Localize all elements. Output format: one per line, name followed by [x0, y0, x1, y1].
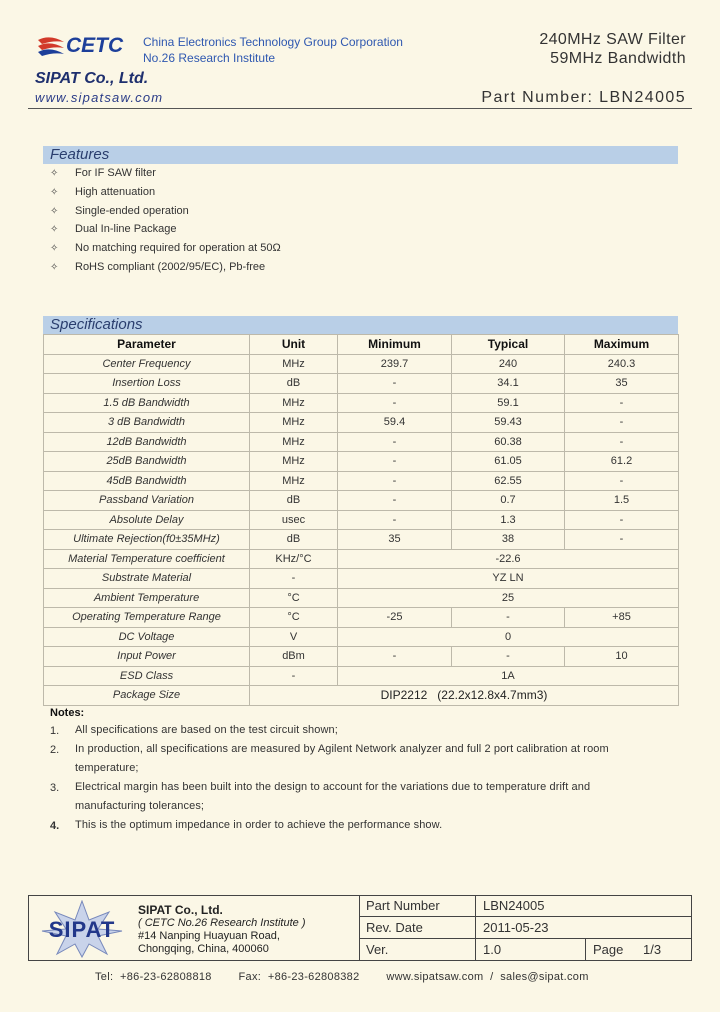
table-cell: - — [338, 374, 452, 394]
table-row — [44, 510, 679, 530]
table-cell: Substrate Material — [44, 569, 250, 589]
sipat-company-name: SIPAT Co., Ltd. — [35, 70, 149, 87]
note-text: In production, all specifications are measured by Agilent Network analyzer and full 2 port calibration at room temperature; — [75, 743, 609, 774]
table-cell: Center Frequency — [44, 354, 250, 374]
table-cell: 59.43 — [452, 413, 565, 433]
table-cell: 3 dB Bandwidth — [44, 413, 250, 433]
table-row — [44, 686, 679, 706]
table-cell: Absolute Delay — [44, 510, 250, 530]
table-cell: dB — [250, 491, 338, 511]
table-cell: MHz — [250, 471, 338, 491]
specifications-heading: Specifications — [43, 316, 678, 334]
table-cell: usec — [250, 510, 338, 530]
table-row — [44, 452, 679, 472]
table-cell: - — [338, 393, 452, 413]
table-cell: - — [338, 491, 452, 511]
table-cell: - — [338, 510, 452, 530]
table-cell: dBm — [250, 647, 338, 667]
version-label: Ver. — [359, 939, 476, 961]
feature-item: ✧ For IF SAW filter — [50, 167, 156, 179]
table-cell: +85 — [565, 608, 679, 628]
feature-item: ✧ Single-ended operation — [50, 204, 189, 217]
table-cell: 61.05 — [452, 452, 565, 472]
footer-row-version — [359, 939, 692, 961]
table-cell: - — [565, 432, 679, 452]
page-label: Page — [593, 942, 624, 957]
page-value: 1/3 — [643, 942, 662, 957]
table-cell: - — [338, 452, 452, 472]
diamond-bullet-icon: ✧ — [50, 205, 59, 217]
table-row — [44, 413, 679, 433]
table-cell: °C — [250, 608, 338, 628]
table-cell: KHz/°C — [250, 549, 338, 569]
table-cell: 38 — [452, 530, 565, 550]
table-cell: MHz — [250, 413, 338, 433]
product-bandwidth: 59MHz Bandwidth — [550, 50, 686, 67]
table-cell: - — [452, 647, 565, 667]
feature-item: ✧ RoHS compliant (2002/95/EC), Pb-free — [50, 260, 266, 273]
cetc-logo — [36, 32, 136, 62]
table-row — [44, 627, 679, 647]
table-cell: Passband Variation — [44, 491, 250, 511]
diamond-bullet-icon: ✧ — [50, 186, 59, 198]
table-cell: - — [452, 608, 565, 628]
features-heading: Features — [43, 146, 678, 164]
version-value: 1.0 — [476, 939, 586, 961]
column-header: Unit — [250, 335, 338, 355]
table-cell: dB — [250, 530, 338, 550]
footer-row-part-number — [359, 895, 692, 917]
table-cell: - — [565, 471, 679, 491]
specifications-table — [43, 334, 679, 706]
table-cell: MHz — [250, 432, 338, 452]
table-row — [44, 374, 679, 394]
footer-row-rev-date — [359, 917, 692, 939]
note-number: 3. — [50, 782, 60, 794]
features-list — [50, 166, 281, 279]
table-cell: - — [250, 569, 338, 589]
table-cell: 12dB Bandwidth — [44, 432, 250, 452]
table-row — [44, 491, 679, 511]
table-cell: MHz — [250, 354, 338, 374]
column-header: Parameter — [44, 335, 250, 355]
table-cell: ESD Class — [44, 666, 250, 686]
note-number: 4. — [50, 820, 60, 832]
table-cell: 25dB Bandwidth — [44, 452, 250, 472]
table-cell: DC Voltage — [44, 627, 250, 647]
table-cell: 61.2 — [565, 452, 679, 472]
table-cell: - — [565, 510, 679, 530]
contact-info: Tel: +86-23-62808818 Fax: +86-23-62808382 www.sipatsaw.com / sales@sipat.com — [95, 971, 589, 983]
table-cell: V — [250, 627, 338, 647]
table-cell: MHz — [250, 393, 338, 413]
table-cell: YZ LN — [338, 569, 679, 589]
note-text: This is the optimum impedance in order to achieve the performance show. — [75, 819, 443, 831]
table-header-row — [44, 335, 679, 355]
footer-institute: ( CETC No.26 Research Institute ) — [138, 917, 306, 929]
sipat-logo-text: SIPAT — [48, 917, 116, 942]
table-row — [44, 608, 679, 628]
table-cell: 1.5 dB Bandwidth — [44, 393, 250, 413]
table-cell: 0 — [338, 627, 679, 647]
table-cell: Input Power — [44, 647, 250, 667]
footer-address-line2: Chongqing, China, 400060 — [138, 943, 269, 955]
column-header: Minimum — [338, 335, 452, 355]
diamond-bullet-icon: ✧ — [50, 168, 59, 179]
table-cell: 240.3 — [565, 354, 679, 374]
note-number: 2. — [50, 744, 60, 756]
part-number-heading: Part Number: LBN24005 — [481, 89, 686, 106]
table-cell: dB — [250, 374, 338, 394]
table-cell: 25 — [338, 588, 679, 608]
table-cell: DIP2212 (22.2x12.8x4.7mm3) — [250, 686, 679, 706]
table-cell: -25 — [338, 608, 452, 628]
table-cell: 59.1 — [452, 393, 565, 413]
table-cell: 45dB Bandwidth — [44, 471, 250, 491]
table-cell: MHz — [250, 452, 338, 472]
column-header: Maximum — [565, 335, 679, 355]
table-cell: 10 — [565, 647, 679, 667]
feature-item: ✧ High attenuation — [50, 185, 156, 198]
column-header: Typical — [452, 335, 565, 355]
table-row — [44, 647, 679, 667]
table-cell: - — [565, 530, 679, 550]
table-cell: 1.5 — [565, 491, 679, 511]
footer-address-line1: #14 Nanping Huayuan Road, — [138, 930, 280, 942]
table-cell: °C — [250, 588, 338, 608]
table-row — [44, 549, 679, 569]
table-cell: - — [338, 432, 452, 452]
table-row — [44, 666, 679, 686]
table-cell: 1.3 — [452, 510, 565, 530]
table-cell: -22.6 — [338, 549, 679, 569]
table-cell: 62.55 — [452, 471, 565, 491]
sipat-logo — [34, 900, 130, 958]
table-cell: - — [338, 647, 452, 667]
table-row — [44, 530, 679, 550]
part-number-value: LBN24005 — [483, 898, 545, 913]
table-cell: Package Size — [44, 686, 250, 706]
feature-item: ✧ Dual In-line Package — [50, 223, 177, 236]
rev-date-label: Rev. Date — [359, 917, 476, 939]
table-cell: - — [338, 471, 452, 491]
part-number-label: Part Number — [359, 895, 476, 917]
notes-heading: Notes: — [50, 707, 85, 719]
table-row — [44, 471, 679, 491]
table-cell: 35 — [338, 530, 452, 550]
table-cell: 0.7 — [452, 491, 565, 511]
table-cell: - — [250, 666, 338, 686]
table-cell: 35 — [565, 374, 679, 394]
note-text: All specifications are based on the test circuit shown; — [75, 724, 338, 736]
table-cell: - — [565, 413, 679, 433]
sipat-website-link[interactable]: www.sipatsaw.com — [35, 90, 164, 105]
table-cell: 60.38 — [452, 432, 565, 452]
company-name-line2: No.26 Research Institute — [143, 51, 276, 65]
table-cell: 34.1 — [452, 374, 565, 394]
feature-item: ✧ No matching required for operation at 50Ω — [50, 242, 281, 255]
rev-date-value: 2011-05-23 — [483, 920, 549, 935]
table-cell: Material Temperature coefficient — [44, 549, 250, 569]
table-cell: 239.7 — [338, 354, 452, 374]
table-cell: 59.4 — [338, 413, 452, 433]
diamond-bullet-icon: ✧ — [50, 224, 59, 236]
table-row — [44, 588, 679, 608]
table-cell: 1A — [338, 666, 679, 686]
table-cell: - — [565, 393, 679, 413]
diamond-bullet-icon: ✧ — [50, 261, 59, 273]
cetc-logo-text: CETC — [66, 34, 124, 57]
table-row — [44, 432, 679, 452]
table-row — [44, 569, 679, 589]
note-text: Electrical margin has been built into the design to account for the variations due to temperature drift and manufacturing tolerances; — [75, 781, 591, 812]
product-title: 240MHz SAW Filter — [539, 31, 686, 48]
table-cell: Ambient Temperature — [44, 588, 250, 608]
diamond-bullet-icon: ✧ — [50, 243, 59, 255]
table-cell: Operating Temperature Range — [44, 608, 250, 628]
note-number: 1. — [50, 725, 60, 737]
header-divider — [28, 108, 692, 109]
table-row — [44, 354, 679, 374]
company-name-line1: China Electronics Technology Group Corporation — [143, 35, 403, 49]
table-cell: Ultimate Rejection(f0±35MHz) — [44, 530, 250, 550]
table-cell: 240 — [452, 354, 565, 374]
footer-company-name: SIPAT Co., Ltd. — [138, 903, 223, 917]
table-cell: Insertion Loss — [44, 374, 250, 394]
table-row — [44, 393, 679, 413]
